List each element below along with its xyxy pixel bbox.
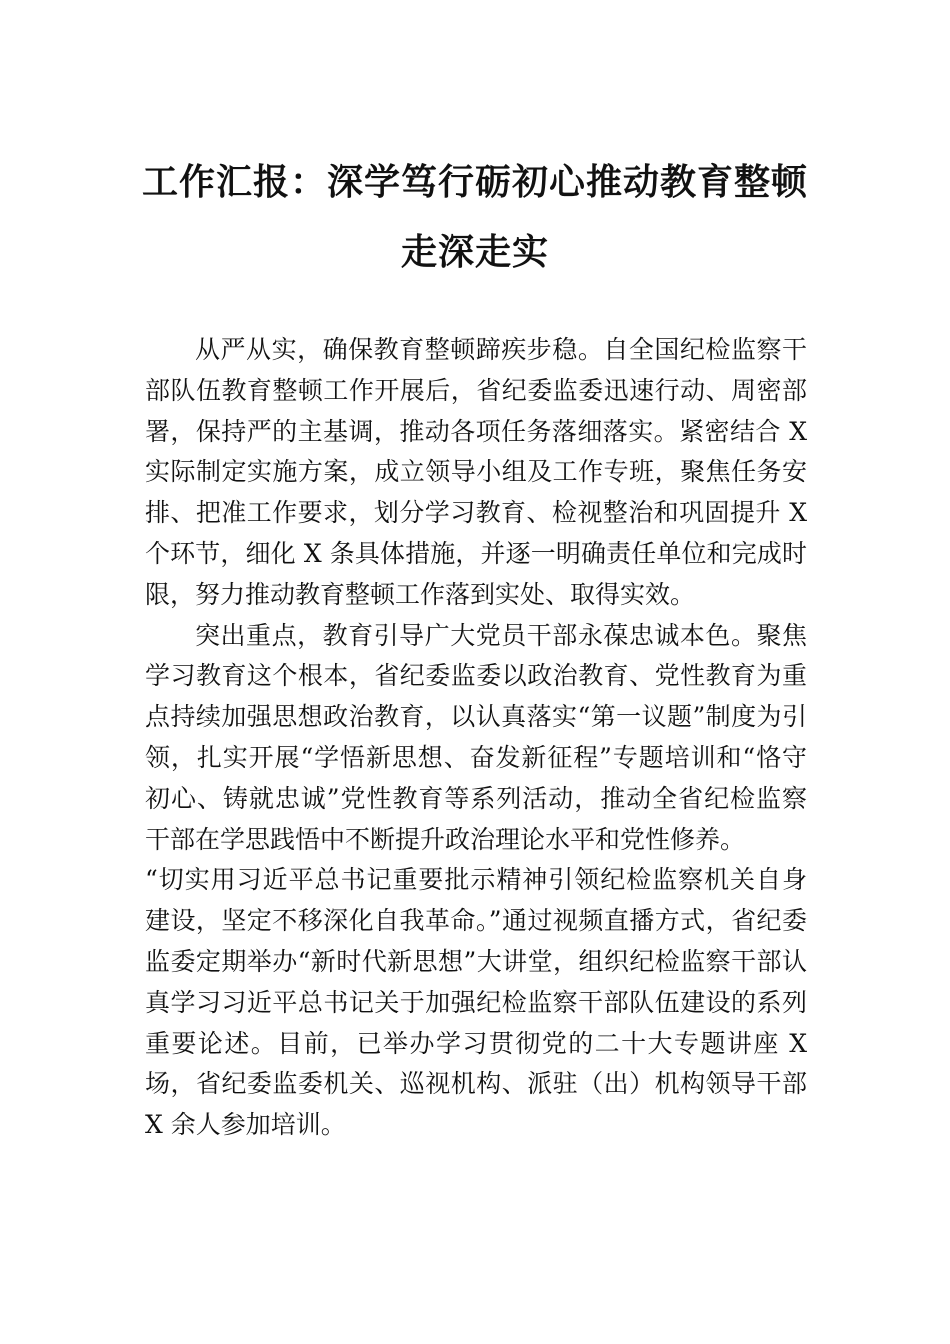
document-body (145, 330, 807, 1146)
document-title-line-2: 走深走实 (400, 231, 549, 273)
document-title-line-1: 工作汇报：深学笃行砺初心推动教育整顿 (141, 161, 808, 203)
paragraph-3: “切实用习近平总书记重要批示精神引领纪检监察机关自身建设，坚定不移深化自我革命。”通过视频直播方式，省纪委监委定期举办“新时代新思想”大讲堂，组织纪检监察干部认真学习习近平总书记关于加强纪检监察干部队伍建设的系列重要论述。目前，已举办学习贯彻党的二十大专题讲座 X 场，省纪委监委机关、巡视机构、派驻（出）机构领导干部 X 余人参加培训。 (145, 865, 807, 1140)
paragraph-2: 突出重点，教育引导广大党员干部永葆忠诚本色。聚焦学习教育这个根本，省纪委监委以政治教育、党性教育为重点持续加强思想政治教育，以认真落实“第一议题”制度为引领，扎实开展“学悟新思想、奋发新征程”专题培训和“恪守初心、铸就忠诚”党性教育等系列活动，推动全省纪检监察干部在学思践悟中不断提升政治理论水平和党性修养。 (145, 620, 807, 854)
paragraph-1: 从严从实，确保教育整顿蹄疾步稳。自全国纪检监察干部队伍教育整顿工作开展后，省纪委监委迅速行动、周密部署，保持严的主基调，推动各项任务落细落实。紧密结合 X 实际制定实施方案，成立领导小组及工作专班，聚焦任务安排、把准工作要求，划分学习教育、检视整治和巩固提升 X 个环节，细化 X 条具体措施，并逐一明确责任单位和完成时限，努力推动教育整顿工作落到实处、取得实效。 (145, 335, 807, 609)
